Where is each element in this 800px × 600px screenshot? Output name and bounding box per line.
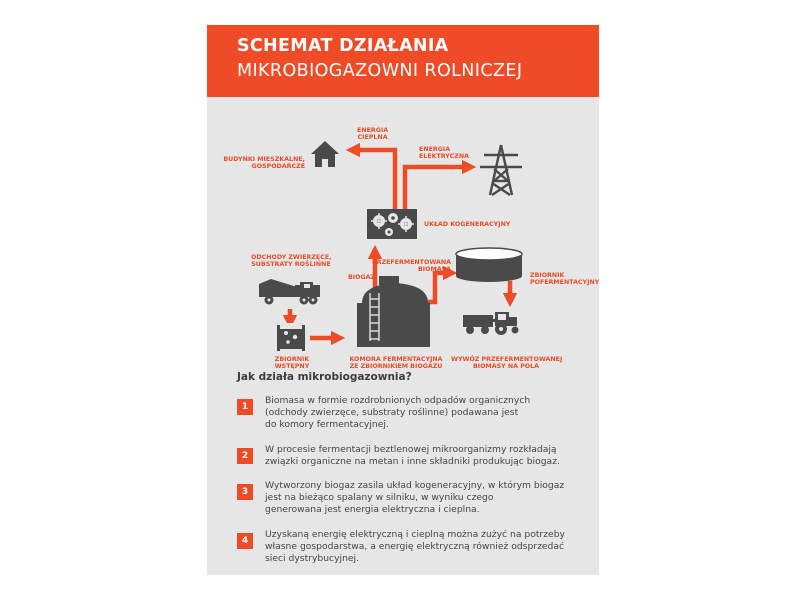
cogeneration-gears-icon [367, 209, 417, 239]
electric-energy-arrow [405, 167, 469, 209]
house-icon [311, 141, 339, 167]
tractor-trailer-icon [463, 312, 519, 335]
step-text: Wytworzony biogaz zasila układ kogeneracyjny, w którym biogaz jest na bieżąco spalany w silniku, w wyniku czego generowana jest energia elektryczna i cieplna. [265, 480, 565, 515]
label-fermented-biomass: PRZEFERMENTOWANA BIOMASA [372, 259, 451, 274]
label-cogeneration-unit: UKŁAD KOGENERACYJNY [424, 221, 511, 228]
step-text: Uzyskaną energię elektryczną i cieplną można zużyć na potrzeby własne gospodarstwa, a energię elektryczną również odsprzedać sieci dystrybucyjnej. [265, 529, 565, 564]
label-biomass-transport: WYWÓZ PRZEFERMENTOWANEJ BIOMASY NA POLA [451, 356, 563, 371]
truck-icon [259, 279, 320, 305]
label-post-fermentation-tank: ZBIORNIK POFERMENTACYJNY [530, 272, 599, 287]
step-number: 2 [237, 448, 253, 464]
section-question: Jak działa mikrobiogazownia? [237, 371, 412, 383]
title-line-1: SCHEMAT DZIAŁANIA [237, 36, 449, 56]
label-animal-waste: ODCHODY ZWIERZĘCE, SUBSTRATY ROŚLINNE [251, 254, 332, 269]
power-pylon-icon [480, 145, 522, 195]
label-biogas: BIOGAZ [348, 274, 376, 281]
diagram-graphics [207, 97, 599, 367]
step-number: 1 [237, 399, 253, 415]
step-number: 3 [237, 484, 253, 500]
title-line-2: MIKROBIOGAZOWNI ROLNICZEJ [237, 61, 523, 81]
fermentation-chamber-icon [357, 276, 430, 347]
step-text: W procesie fermentacji beztlenowej mikroorganizmy rozkładają związki organiczne na metan i inne składniki produkując biogaz. [265, 444, 560, 467]
label-buildings: BUDYNKI MIESZKALNE, GOSPODARCZE [223, 156, 305, 171]
label-electric-energy: ENERGIA ELEKTRYCZNA [419, 146, 469, 161]
header-banner [207, 25, 599, 97]
step-text: Biomasa w formie rozdrobnionych odpadów organicznych (odchody zwierzęce, substraty roślinne) podawana jest do komory fermentacyjnej. [265, 395, 531, 430]
process-diagram [207, 97, 599, 371]
label-fermentation-chamber: KOMORA FERMENTACYJNA ZE ZBIORNIKIEM BIOGAZU [349, 356, 443, 371]
infographic-poster [207, 25, 599, 575]
label-pre-tank: ZBIORNIK WSTĘPNY [274, 356, 310, 371]
heat-energy-arrow [353, 150, 395, 209]
step-number: 4 [237, 533, 253, 549]
post-fermentation-tank-icon [456, 248, 522, 282]
pre-tank-icon [277, 323, 305, 351]
fermented-biomass-arrow [425, 273, 450, 302]
label-heat-energy: ENERGIA CIEPLNA [357, 127, 389, 142]
